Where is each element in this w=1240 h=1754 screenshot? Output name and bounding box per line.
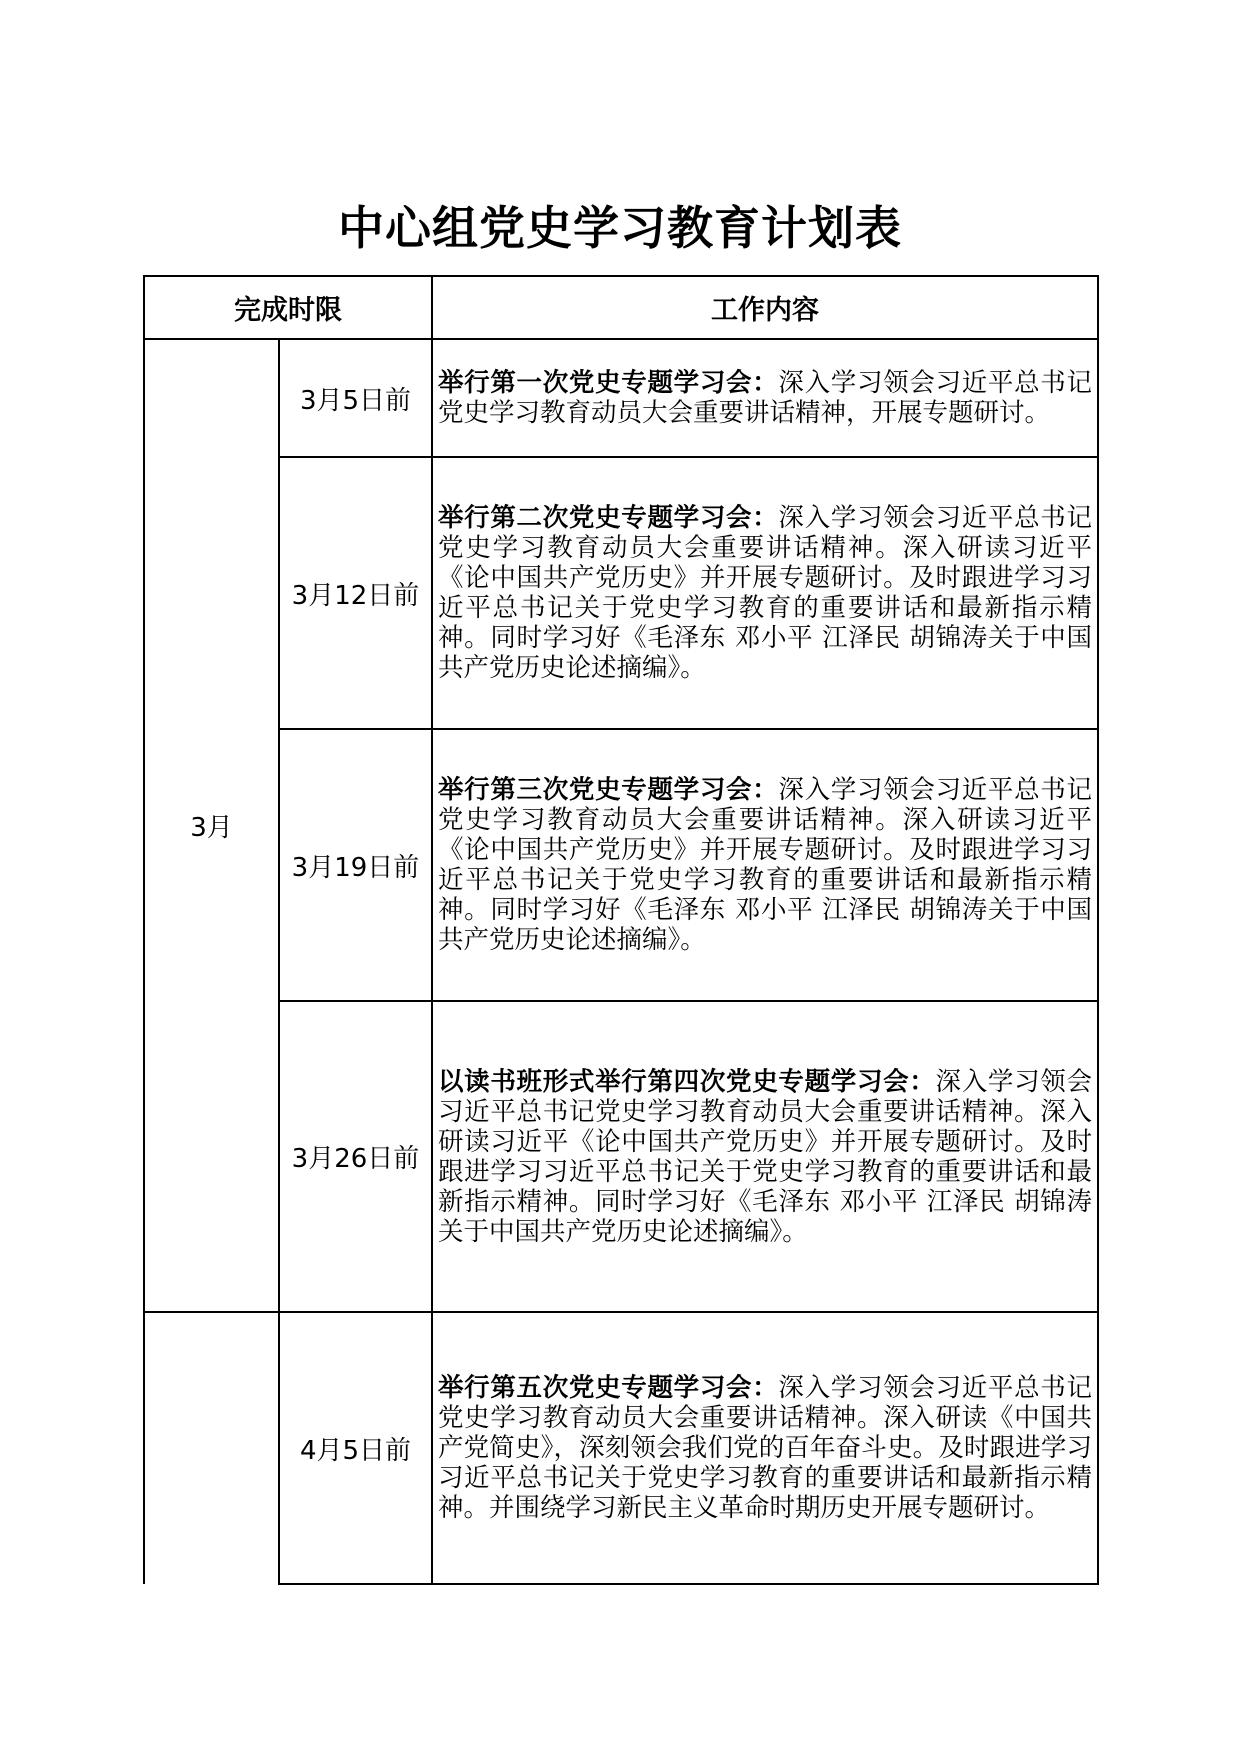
content-lead: 举行第二次党史专题学习会： [438,503,779,533]
content-cell [432,457,1098,729]
content-text: 深入学习领会习近平总书记党史学习教育动员大会重要讲话精神。深入研读《中国共产党简史》，深刻领会我们党的百年奋斗史。及时跟进学习习近平总书记关于党史学习教育的重要讲话和最新指示精神。并围绕学习新民主义革命时期历史开展专题研讨。 [438,1373,1092,1523]
content-cell [432,1001,1098,1312]
content-lead: 举行第三次党史专题学习会： [438,775,779,805]
deadline-cell: 4月5日前 [279,1312,432,1584]
table-row [144,457,1098,729]
table-row [144,339,1098,457]
header-deadline: 完成时限 [144,276,432,339]
month-cell [144,1312,279,1584]
table-header-row [144,276,1098,339]
deadline-cell: 3月19日前 [279,729,432,1001]
content-cell [432,339,1098,457]
content-cell [432,729,1098,1001]
deadline-cell: 3月5日前 [279,339,432,457]
deadline-cell: 3月26日前 [279,1001,432,1312]
content-text: 深入学习领会习近平总书记党史学习教育动员大会重要讲话精神，开展专题研讨。 [438,368,1092,428]
plan-table [143,275,1099,1585]
page-title: 中心组党史学习教育计划表 [338,201,902,255]
month-cell: 3月 [144,339,279,1312]
header-content: 工作内容 [432,276,1098,339]
table-row [144,1001,1098,1312]
content-lead: 以读书班形式举行第四次党史专题学习会： [438,1066,936,1097]
content-text: 深入学习领会习近平总书记党史学习教育动员大会重要讲话精神。深入研读习近平《论中国共产党历史》并开展专题研讨。及时跟进学习习近平总书记关于党史学习教育的重要讲话和最新指示精神。同时学习好《毛泽东 邓小平 江泽民 胡锦涛关于中国共产党历史论述摘编》。 [438,1066,1092,1247]
content-text: 深入学习领会习近平总书记党史学习教育动员大会重要讲话精神。深入研读习近平《论中国共产党历史》并开展专题研讨。及时跟进学习习近平总书记关于党史学习教育的重要讲话和最新指示精神。同时学习好《毛泽东 邓小平 江泽民 胡锦涛关于中国共产党历史论述摘编》。 [438,503,1092,683]
content-text: 深入学习领会习近平总书记党史学习教育动员大会重要讲话精神。深入研读习近平《论中国共产党历史》并开展专题研讨。及时跟进学习习近平总书记关于党史学习教育的重要讲话和最新指示精神。同时学习好《毛泽东 邓小平 江泽民 胡锦涛关于中国共产党历史论述摘编》。 [438,775,1092,955]
content-lead: 举行第一次党史专题学习会： [438,368,779,398]
content-cell [432,1312,1098,1584]
content-lead: 举行第五次党史专题学习会： [438,1373,779,1403]
table-row [144,1312,1098,1584]
deadline-cell: 3月12日前 [279,457,432,729]
table-row [144,729,1098,1001]
